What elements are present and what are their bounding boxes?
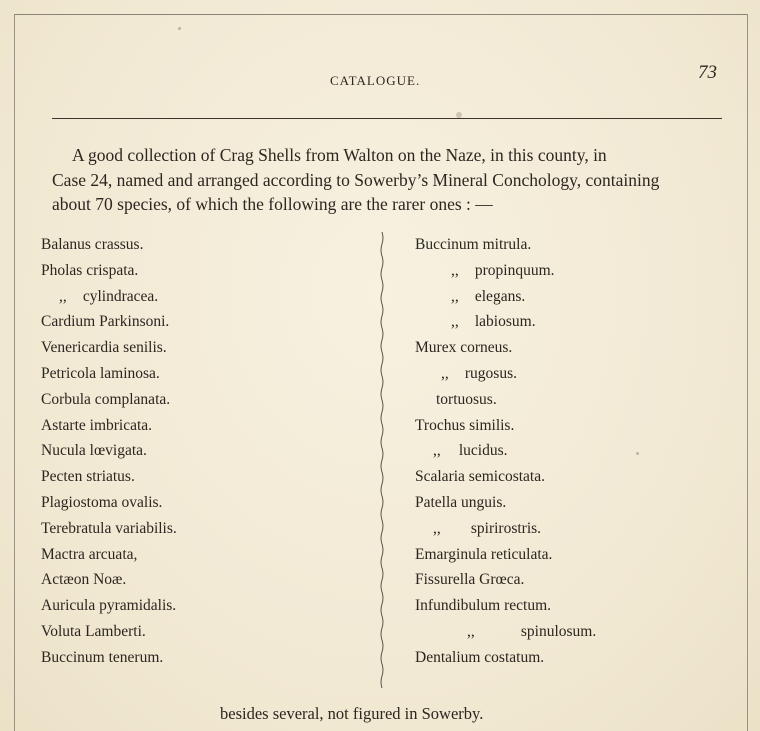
species-entry: Murex corneus.	[415, 339, 513, 357]
species-entry: Dentalium costatum.	[415, 648, 545, 666]
species-entry	[415, 361, 596, 387]
species-entry: tortuosus.	[436, 390, 497, 408]
ditto-mark: ,,	[451, 313, 459, 331]
species-entry: Buccinum tenerum.	[41, 648, 164, 666]
species-name: spinulosum.	[520, 622, 597, 640]
species-entry	[415, 284, 596, 310]
species-entry: Corbula complanata.	[41, 390, 171, 408]
intro-line: A good collection of Crag Shells from Walton on the Naze, in this county, in	[72, 145, 607, 165]
species-entry: Scalaria semicostata.	[415, 468, 545, 486]
ditto-mark: ,,	[59, 287, 67, 305]
intro-line: Case 24, named and arranged according to Sowerby’s Mineral Conchology, containing	[52, 169, 660, 190]
species-name: elegans.	[474, 287, 526, 305]
species-entry: Pecten striatus.	[41, 468, 135, 486]
species-name: propinquum.	[474, 261, 555, 279]
species-entry: Buccinum mitrula.	[415, 236, 532, 253]
page-number: 73	[698, 62, 717, 83]
species-entry: Petricola laminosa.	[41, 364, 160, 382]
footer-note: besides several, not figured in Sowerby.	[220, 704, 484, 723]
species-entry: Infundibulum rectum.	[415, 597, 552, 615]
paper-blemish	[456, 112, 462, 118]
species-name: labiosum.	[474, 313, 536, 331]
species-entry: Terebratula variabilis.	[41, 519, 177, 537]
species-entry: Patella unguis.	[415, 493, 507, 511]
paper-speck	[178, 27, 181, 30]
species-name: lucidus.	[458, 442, 508, 460]
page-edge-left	[14, 14, 15, 731]
species-entry: Nucula lœvigata.	[41, 442, 147, 460]
species-entry: Pholas crispata.	[41, 261, 139, 279]
species-entry: Actæon Noæ.	[41, 571, 127, 589]
species-entry	[41, 284, 177, 310]
species-entry: Voluta Lamberti.	[41, 622, 146, 640]
species-entry: Emarginula reticulata.	[415, 545, 553, 563]
species-entry: Plagiostoma ovalis.	[41, 493, 163, 511]
header-rule	[52, 118, 722, 119]
species-entry	[415, 438, 596, 464]
species-entry: Auricula pyramidalis.	[41, 597, 177, 615]
species-entry: Cardium Parkinsoni.	[41, 313, 170, 331]
species-list-right	[415, 232, 596, 671]
ditto-mark: ,,	[467, 622, 475, 640]
ditto-mark: ,,	[441, 364, 449, 382]
running-header: CATALOGUE.	[330, 73, 421, 88]
species-name: rugosus.	[464, 364, 517, 382]
page-edge-right	[747, 14, 748, 731]
species-entry: Balanus crassus.	[41, 236, 144, 253]
ditto-mark: ,,	[433, 442, 441, 460]
column-divider	[378, 232, 386, 692]
ditto-mark: ,,	[451, 287, 459, 305]
ditto-mark: ,,	[451, 261, 459, 279]
species-name: cylindracea.	[82, 287, 159, 305]
species-entry: Mactra arcuata,	[41, 545, 138, 563]
intro-paragraph	[52, 143, 724, 217]
species-entry: Trochus similis.	[415, 416, 515, 434]
ditto-mark: ,,	[433, 519, 441, 537]
species-entry	[415, 516, 596, 542]
species-name: spirirostris.	[470, 519, 542, 537]
intro-line: about 70 species, of which the following are the rarer ones : —	[52, 194, 493, 214]
species-entry	[415, 258, 596, 284]
paper-speck	[636, 452, 639, 455]
species-list-left	[41, 232, 177, 671]
species-entry	[415, 619, 596, 645]
species-entry: Astarte imbricata.	[41, 416, 153, 434]
species-entry	[415, 309, 596, 335]
species-entry: Venericardia senilis.	[41, 339, 167, 357]
species-entry: Fissurella Grœca.	[415, 571, 525, 589]
page-edge-top	[14, 14, 748, 15]
